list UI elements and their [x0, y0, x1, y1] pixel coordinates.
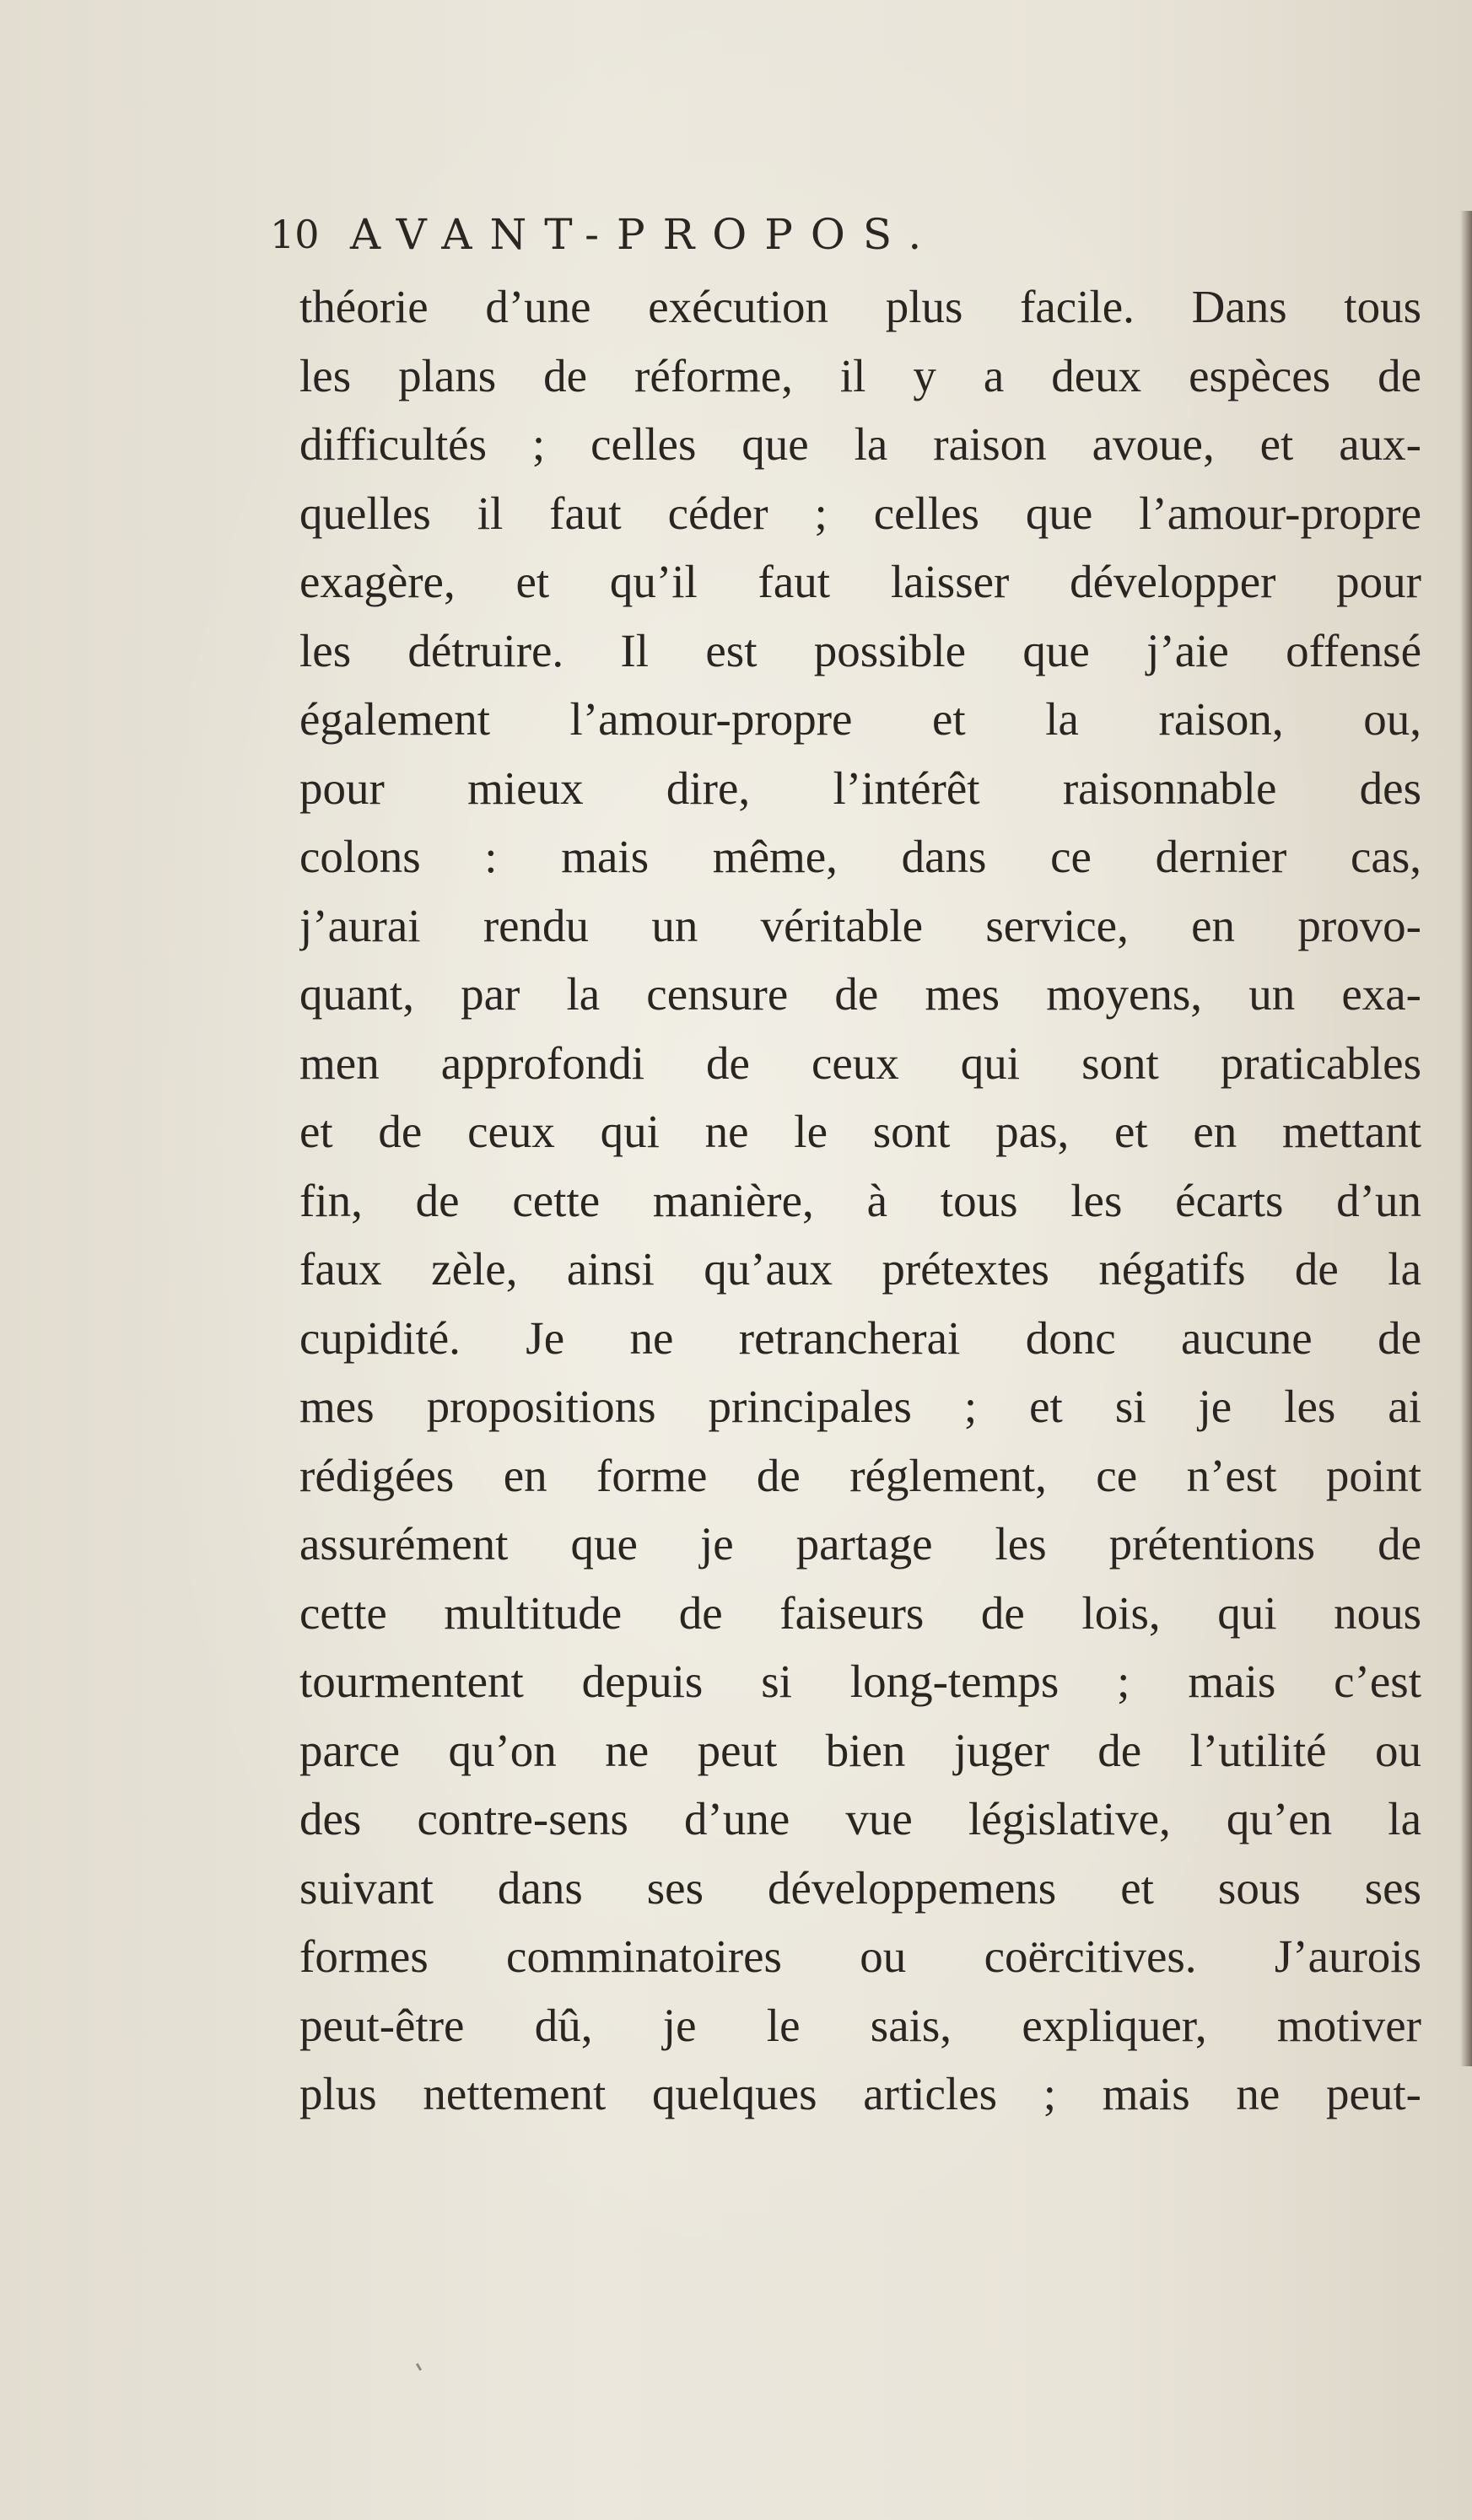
text-line: théorie d’une exécution plus facile. Dans tous	[299, 281, 1421, 332]
text-line: men approfondi de ceux qui sont praticables	[299, 1037, 1421, 1089]
text-line: et de ceux qui ne le sont pas, et en mettant	[299, 1106, 1421, 1157]
text-line: difficultés ; celles que la raison avoue, et aux-	[299, 418, 1421, 470]
text-line: mes propositions principales ; et si je les ai	[299, 1381, 1421, 1432]
text-line: les plans de réforme, il y a deux espèces de	[299, 349, 1421, 401]
text-line: peut-être dû, je le sais, expliquer, motiver	[299, 1999, 1421, 2051]
text-line: des contre-sens d’une vue législative, qu’en la	[299, 1793, 1421, 1844]
text-line: suivant dans ses développemens et sous ses	[299, 1861, 1421, 1914]
text-line: formes comminatoires ou coërcitives. J’aurois	[299, 1930, 1421, 1982]
running-head	[270, 201, 1434, 268]
text-line: colons : mais même, dans ce dernier cas,	[299, 831, 1421, 882]
page-number: 10	[270, 212, 320, 257]
body-text	[299, 272, 1421, 2129]
running-title: AVANT-PROPOS.	[350, 210, 940, 259]
text-line: fin, de cette manière, à tous les écarts d’un	[299, 1174, 1421, 1226]
text-line: j’aurai rendu un véritable service, en provo-	[299, 899, 1421, 951]
text-line: faux zèle, ainsi qu’aux prétextes négatifs de la	[299, 1243, 1421, 1295]
text-line: également l’amour-propre et la raison, ou,	[299, 693, 1421, 745]
text-line: assurément que je partage les prétentions de	[299, 1518, 1421, 1570]
text-line: cette multitude de faiseurs de lois, qui nous	[299, 1586, 1421, 1639]
text-line: parce qu’on ne peut bien juger de l’utilité ou	[299, 1724, 1421, 1776]
page-edge-shadow	[1460, 211, 1472, 2066]
text-line: les détruire. Il est possible que j’aie offensé	[299, 624, 1421, 676]
text-line: rédigées en forme de réglement, ce n’est point	[299, 1449, 1421, 1501]
paper-speck	[416, 2363, 422, 2371]
text-line: exagère, et qu’il faut laisser développer pour	[299, 556, 1421, 607]
text-line: tourmentent depuis si long-temps ; mais c’est	[299, 1656, 1421, 1707]
text-line: pour mieux dire, l’intérêt raisonnable des	[299, 762, 1421, 814]
text-line: quelles il faut céder ; celles que l’amour-propre	[299, 487, 1421, 539]
text-line: cupidité. Je ne retrancherai donc aucune de	[299, 1311, 1421, 1364]
text-line: plus nettement quelques articles ; mais ne peut-	[299, 2068, 1421, 2119]
text-line: quant, par la censure de mes moyens, un exa-	[299, 968, 1421, 1020]
